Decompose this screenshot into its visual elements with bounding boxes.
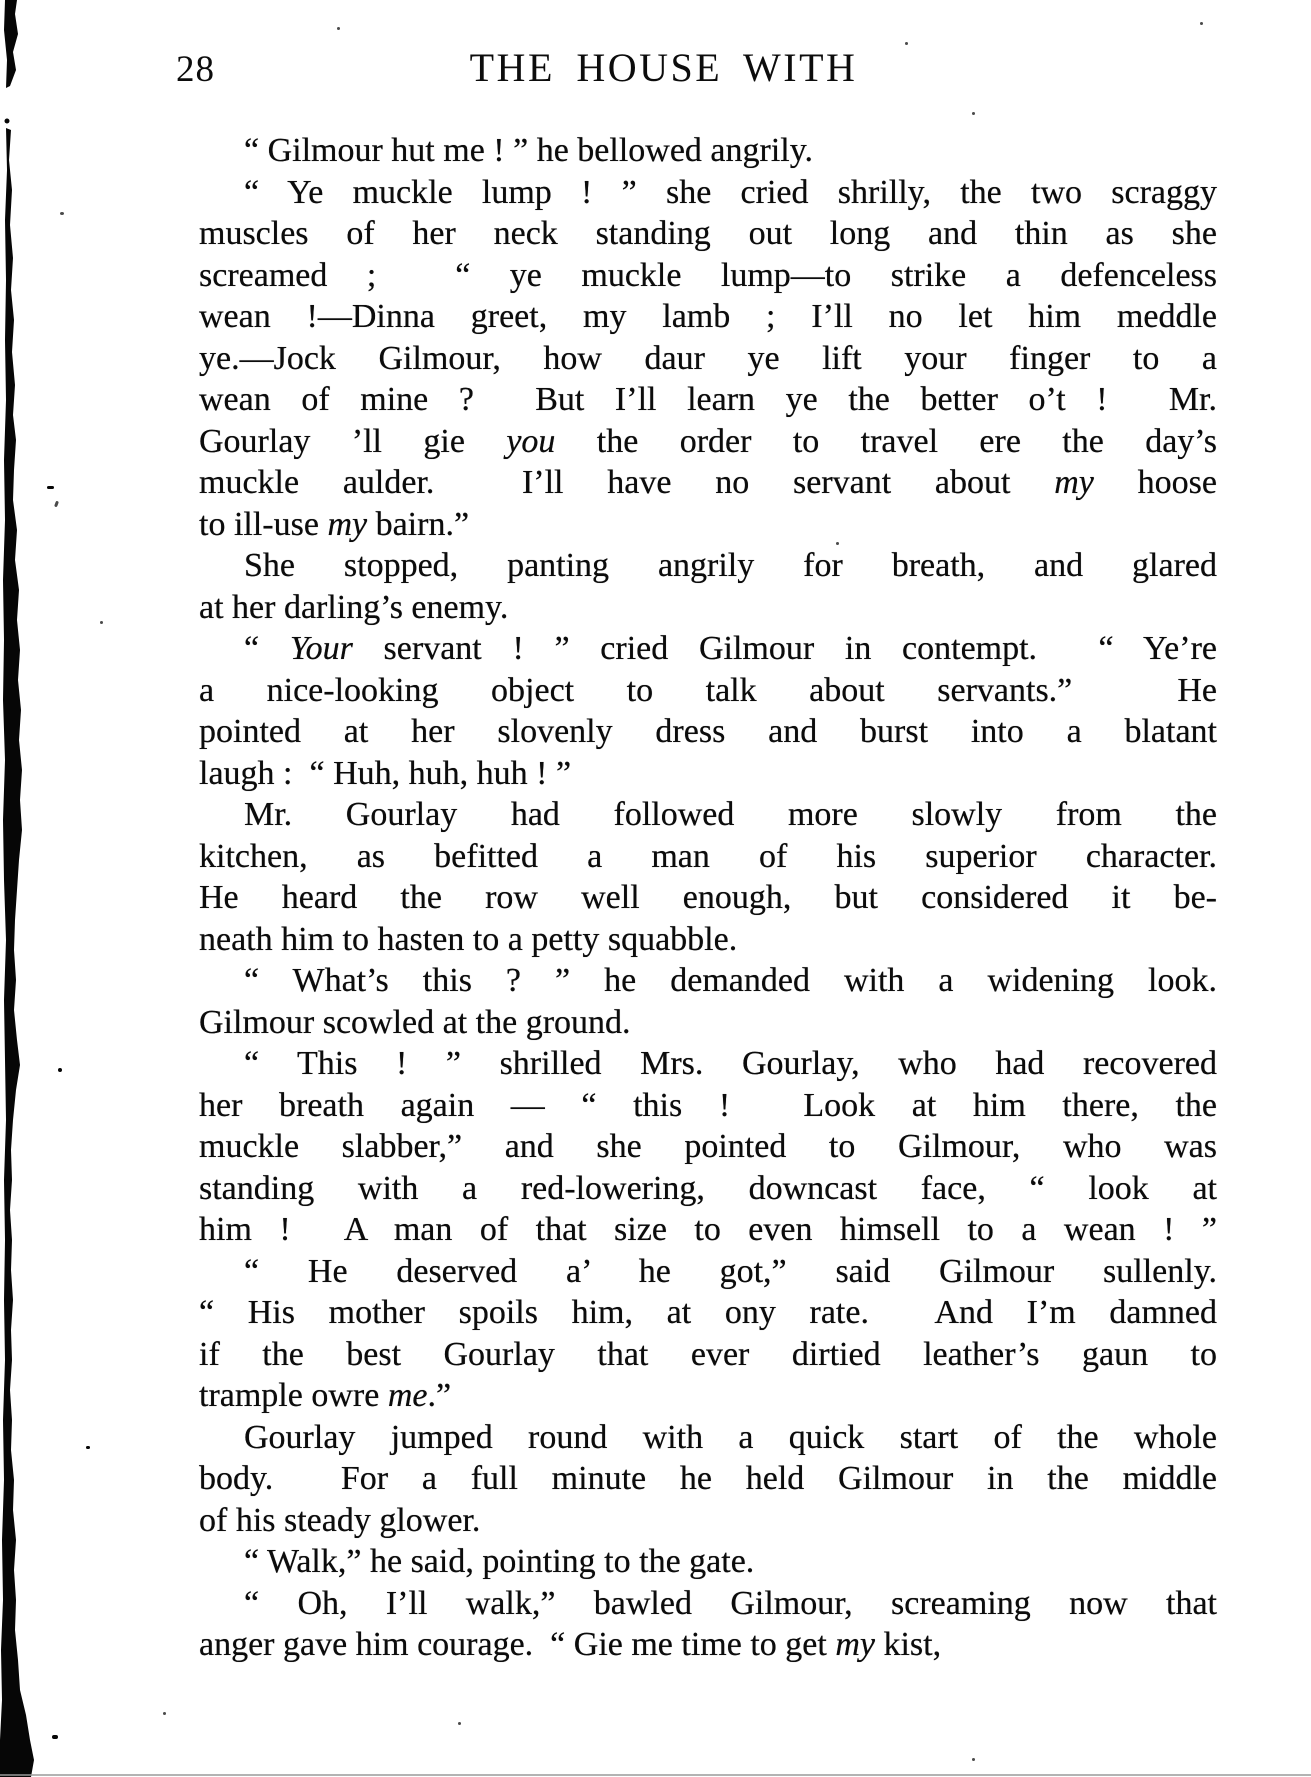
text-line — [199, 919, 1217, 961]
paragraph — [199, 1251, 1217, 1417]
text-segment: “ This ! ” shrilled Mrs. Gourlay, who had recovered — [244, 1045, 1217, 1082]
scan-speck — [100, 621, 103, 624]
text-line — [199, 1541, 1217, 1583]
text-segment: wean of mine ? But I’ll learn ye the better o’t ! Mr. — [199, 381, 1217, 418]
scan-speck — [54, 501, 59, 508]
text-line — [199, 545, 1217, 587]
paragraph — [199, 1417, 1217, 1542]
text-segment: screamed ; “ ye muckle lump—to strike a defenceless — [199, 256, 1217, 294]
paragraph — [199, 130, 1217, 172]
text-segment: my — [1054, 464, 1094, 501]
text-segment: wean !—Dinna greet, my lamb ; I’ll no let him meddle — [199, 298, 1217, 335]
text-segment: anger gave him courage. “ Gie me time to get — [199, 1626, 836, 1663]
text-line — [199, 1043, 1217, 1085]
scan-speck — [1200, 22, 1203, 25]
text-line — [199, 1417, 1217, 1459]
text-line — [199, 877, 1217, 919]
text-segment: “ Oh, I’ll walk,” bawled Gilmour, screaming now that — [244, 1584, 1217, 1622]
text-line — [199, 504, 1217, 546]
text-segment: me — [387, 1377, 428, 1414]
text-segment: trample owre — [199, 1377, 388, 1414]
text-segment: my — [835, 1626, 875, 1663]
text-line — [199, 628, 1217, 670]
text-segment: muckle slabber,” and she pointed to Gilmour, who was — [199, 1128, 1217, 1165]
text-segment: ye.—Jock Gilmour, how daur ye lift your finger to a — [199, 339, 1217, 377]
scan-speck — [163, 1712, 166, 1715]
text-line — [199, 1002, 1217, 1044]
text-segment: at her darling’s enemy. — [199, 588, 509, 626]
text-line — [199, 1292, 1217, 1334]
text-line — [199, 255, 1217, 297]
text-segment: body. For a full minute he held Gilmour in the middle — [199, 1460, 1217, 1497]
text-segment: She stopped, panting angrily for breath, and glared — [244, 547, 1217, 584]
text-line — [199, 1126, 1217, 1168]
text-segment: kist, — [874, 1626, 942, 1663]
scan-speck — [905, 42, 908, 45]
text-segment: “ Gilmour hut me ! ” he bellowed angrily. — [244, 132, 814, 169]
text-line — [199, 421, 1217, 463]
text-line — [199, 1375, 1217, 1417]
text-segment: my — [327, 505, 368, 543]
text-segment: pointed at her slovenly dress and burst into a blatant — [199, 713, 1217, 750]
text-line — [199, 587, 1217, 629]
paragraph — [199, 628, 1217, 794]
text-segment: laugh : “ Huh, huh, huh ! ” — [199, 754, 572, 792]
text-line — [199, 1624, 1217, 1666]
text-segment: “ What’s this ? ” he demanded with a widening look. — [244, 962, 1217, 999]
text-line — [199, 836, 1217, 878]
scan-binding-artifact — [0, 0, 100, 1777]
text-segment: to ill-use — [199, 505, 328, 543]
text-line — [199, 1583, 1217, 1625]
scan-speck — [972, 1758, 975, 1761]
paragraph — [199, 545, 1217, 628]
running-title: THE HOUSE WITH — [469, 45, 858, 90]
text-line — [199, 1085, 1217, 1127]
text-segment: neath him to hasten to a petty squabble. — [199, 920, 738, 958]
paragraph — [199, 960, 1217, 1043]
text-line — [199, 1500, 1217, 1542]
text-line — [199, 130, 1217, 172]
paragraph — [199, 172, 1217, 546]
text-line — [199, 462, 1217, 504]
scan-speck — [60, 212, 64, 215]
text-segment: .” — [427, 1377, 452, 1414]
text-line — [199, 1334, 1217, 1376]
text-line — [199, 296, 1217, 338]
scan-bottom-edge — [0, 1774, 1311, 1776]
text-segment: He heard the row well enough, but considered it be- — [199, 879, 1217, 916]
text-line — [199, 338, 1217, 380]
text-segment: a nice-looking object to talk about servants.” He — [199, 671, 1217, 709]
text-segment: the order to travel ere the day’s — [555, 422, 1217, 460]
text-segment: you — [506, 422, 556, 460]
text-segment: standing with a red-lowering, downcast face, “ look at — [199, 1169, 1217, 1207]
text-line — [199, 172, 1217, 214]
text-line — [199, 670, 1217, 712]
text-segment: Mr. Gourlay had followed more slowly from the — [244, 796, 1217, 833]
text-segment: of his steady glower. — [199, 1501, 481, 1539]
paragraph — [199, 794, 1217, 960]
text-line — [199, 711, 1217, 753]
text-segment: kitchen, as befitted a man of his superior character. — [199, 837, 1217, 875]
text-line — [199, 1209, 1217, 1251]
text-line — [199, 1251, 1217, 1293]
text-segment: him ! A man of that size to even himsell to a wean ! ” — [199, 1211, 1217, 1248]
text-segment: “ He deserved a’ he got,” said Gilmour sullenly. — [244, 1252, 1217, 1290]
text-line — [199, 379, 1217, 421]
paragraph — [199, 1541, 1217, 1583]
text-line — [199, 213, 1217, 255]
text-segment: muckle aulder. I’ll have no servant about — [199, 464, 1055, 501]
text-line — [199, 1458, 1217, 1500]
scan-speck — [972, 112, 975, 115]
text-segment: Gourlay jumped round with a quick start of the whole — [244, 1418, 1217, 1456]
text-segment: Gourlay ’ll gie — [199, 422, 507, 460]
text-segment: muscles of her neck standing out long and thin as she — [199, 215, 1217, 252]
text-line — [199, 960, 1217, 1002]
text-segment: if the best Gourlay that ever dirtied leather’s gaun to — [199, 1335, 1217, 1373]
paragraph — [199, 1583, 1217, 1666]
text-line — [199, 753, 1217, 795]
text-line — [199, 1168, 1217, 1210]
text-segment: “ Walk,” he said, pointing to the gate. — [244, 1543, 755, 1580]
text-segment: Your — [289, 630, 353, 667]
text-segment: “ His mother spoils him, at ony rate. And I’m damned — [199, 1294, 1217, 1331]
text-segment: “ Ye muckle lump ! ” she cried shrilly, the two scraggy — [244, 173, 1217, 211]
scan-speck — [458, 1722, 461, 1725]
text-segment: Gilmour scowled at the ground. — [199, 1003, 631, 1041]
text-segment: servant ! ” cried Gilmour in contempt. “ Ye’re — [352, 630, 1217, 667]
text-segment: “ — [244, 630, 290, 667]
text-segment: hoose — [1093, 464, 1217, 501]
page-body — [199, 130, 1217, 1666]
text-segment: bairn.” — [367, 505, 470, 543]
page-number: 28 — [176, 49, 215, 90]
text-segment: her breath again — “ this ! Look at him there, the — [199, 1086, 1217, 1124]
paragraph — [199, 1043, 1217, 1251]
scan-speck — [337, 27, 340, 30]
text-line — [199, 794, 1217, 836]
